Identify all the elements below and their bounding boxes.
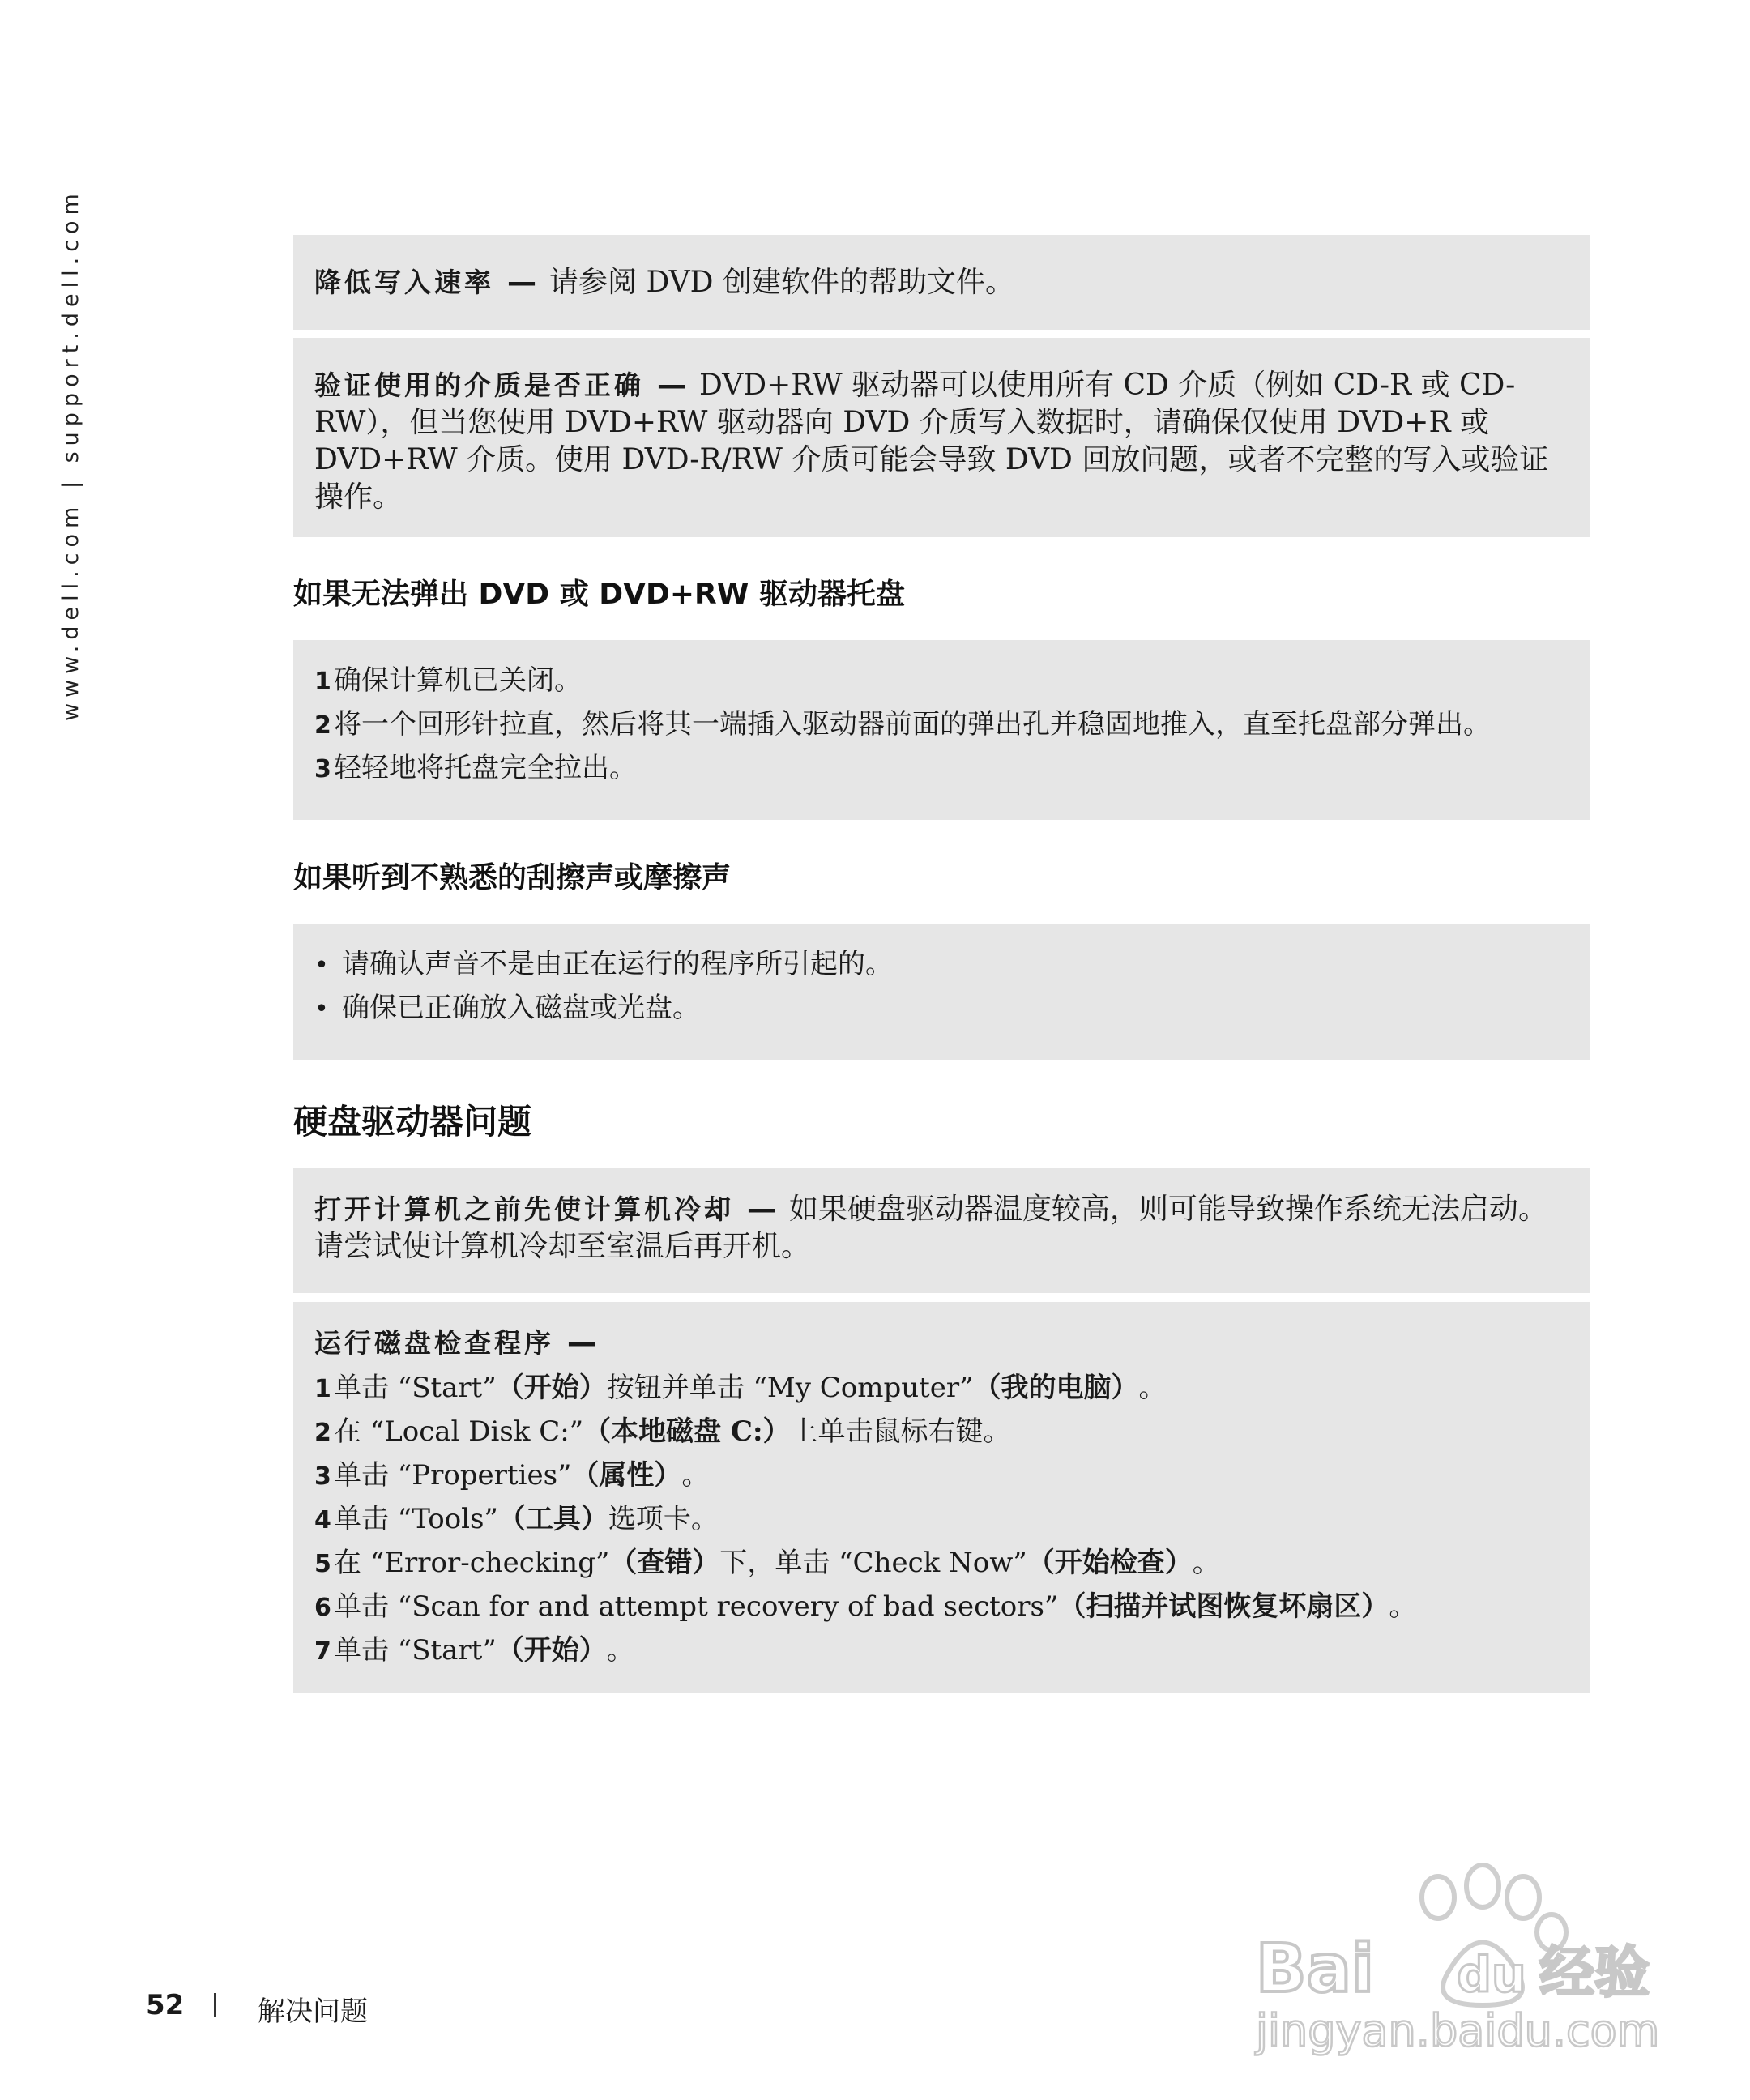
- watermark-url: jingyan.baidu.com: [1256, 2005, 1660, 2056]
- tip-text: DVD+RW 驱动器可以使用所有 CD 介质（例如 CD-R 或 CD-RW），但当您使用 DVD+RW 驱动器向 DVD 介质写入数据时，请确保仅使用 DVD+R 或 DVD+RW 介质。使用 DVD-R/RW 介质可能会导致 DVD 回放问题，或者不完整的写入或验证操作。: [314, 369, 1549, 514]
- step-text: 上单击鼠标右键。: [790, 1415, 1011, 1448]
- tip-box-write-speed: [293, 235, 1590, 330]
- step-text: 按钮并单击 “My Computer”: [606, 1372, 974, 1404]
- step-text: 。: [1138, 1372, 1167, 1404]
- eject-steps-list: [314, 659, 1569, 791]
- step-ui-term: （本地磁盘 C:）: [583, 1415, 791, 1448]
- watermark-brand-paw: du: [1457, 1947, 1526, 2004]
- tip-box-check-disk: [293, 1302, 1590, 1693]
- bullet-icon: •: [314, 995, 329, 1023]
- tip-paragraph: [314, 1325, 1569, 1362]
- footer-section-title: 解决问题: [258, 1995, 368, 2028]
- heading-hard-drive: 硬盘驱动器问题: [293, 1102, 532, 1142]
- tip-dash: —: [567, 1326, 596, 1359]
- step-ui-term: （开始）: [496, 1634, 607, 1667]
- step-ui-term: （我的电脑）: [973, 1372, 1139, 1404]
- bullet-text: 请确认声音不是由正在运行的程序所引起的。: [342, 948, 893, 980]
- tip-lead: 验证使用的介质是否正确: [314, 369, 644, 401]
- step-text: 下，单击 “Check Now”: [719, 1547, 1027, 1579]
- list-item: [314, 1629, 1569, 1673]
- step-number: 3: [314, 755, 331, 783]
- steps-box-eject-tray: [293, 640, 1590, 820]
- tip-paragraph: [314, 264, 1569, 301]
- step-ui-term: （开始检查）: [1027, 1547, 1193, 1579]
- watermark-brand-cn: 经验: [1539, 1941, 1650, 2005]
- step-number: 4: [314, 1506, 331, 1534]
- step-ui-term: （扫描并试图恢复坏扇区）: [1058, 1590, 1389, 1623]
- step-ui-term: （属性）: [571, 1459, 682, 1492]
- tip-box-cool-down: [293, 1168, 1590, 1293]
- step-ui-term: （查错）: [609, 1547, 720, 1579]
- list-item: [314, 703, 1569, 747]
- step-number: 2: [314, 711, 331, 740]
- heading-noise: 如果听到不熟悉的刮擦声或摩擦声: [293, 861, 732, 894]
- step-text: 选项卡。: [608, 1503, 719, 1535]
- step-number: 5: [314, 1550, 331, 1578]
- watermark-brand: Bai: [1256, 1931, 1374, 2008]
- check-disk-steps: [314, 1367, 1569, 1673]
- tip-lead: 打开计算机之前先使计算机冷却: [314, 1193, 734, 1225]
- noise-bullet-list: [314, 943, 1569, 1031]
- step-ui-term: （工具）: [497, 1503, 608, 1535]
- tip-box-media: [293, 338, 1590, 537]
- bullet-text: 确保已正确放入磁盘或光盘。: [342, 992, 700, 1024]
- list-item: [314, 747, 1569, 791]
- step-text: 单击 “Tools”: [334, 1503, 498, 1535]
- tip-text: 请参阅 DVD 创建软件的帮助文件。: [549, 266, 1014, 299]
- list-item: [314, 1586, 1569, 1629]
- step-number: 1: [314, 668, 331, 696]
- step-ui-term: （开始）: [496, 1372, 607, 1404]
- step-text: 在 “Error-checking”: [334, 1547, 610, 1579]
- tip-lead: 降低写入速率: [314, 267, 494, 298]
- list-item: [314, 987, 1569, 1031]
- footer-divider: [214, 1993, 216, 2017]
- tip-text: 如果硬盘驱动器温度较高，则可能导致操作系统无法启动。请尝试使计算机冷却至室温后再开机。: [314, 1193, 1548, 1263]
- step-number: 7: [314, 1637, 331, 1666]
- step-text: 单击 “Properties”: [334, 1459, 572, 1492]
- tip-dash: —: [657, 369, 686, 402]
- list-item: [314, 1542, 1569, 1586]
- step-text: 单击 “Start”: [334, 1372, 497, 1404]
- bullets-box-noise: [293, 924, 1590, 1060]
- step-text: 。: [606, 1634, 634, 1667]
- step-text: 单击 “Start”: [334, 1634, 497, 1667]
- bullet-icon: •: [314, 951, 329, 980]
- side-url: www.dell.com | support.dell.com: [58, 188, 83, 721]
- step-number: 6: [314, 1594, 331, 1622]
- list-item: [314, 1498, 1569, 1542]
- step-text: 。: [681, 1459, 710, 1492]
- step-number: 2: [314, 1419, 331, 1447]
- list-item: [314, 659, 1569, 703]
- heading-eject-tray: 如果无法弹出 DVD 或 DVD+RW 驱动器托盘: [293, 578, 905, 611]
- list-item: [314, 943, 1569, 987]
- tip-dash: —: [747, 1193, 776, 1226]
- tip-paragraph: [314, 1191, 1569, 1266]
- step-number: 3: [314, 1462, 331, 1491]
- step-text: 轻轻地将托盘完全拉出。: [334, 752, 637, 784]
- tip-dash: —: [507, 266, 536, 299]
- list-item: [314, 1454, 1569, 1498]
- step-text: 在 “Local Disk C:”: [334, 1415, 584, 1448]
- step-text: 确保计算机已关闭。: [334, 664, 582, 697]
- step-text: 将一个回形针拉直，然后将其一端插入驱动器前面的弹出孔并稳固地推入，直至托盘部分弹出。: [334, 708, 1491, 741]
- tip-lead: 运行磁盘检查程序: [314, 1327, 554, 1359]
- list-item: [314, 1411, 1569, 1454]
- step-number: 1: [314, 1375, 331, 1403]
- step-text: 单击 “Scan for and attempt recovery of bad sectors”: [334, 1590, 1059, 1623]
- list-item: [314, 1367, 1569, 1411]
- tip-paragraph: [314, 367, 1569, 516]
- page-number: 52: [146, 1989, 185, 2021]
- step-text: 。: [1389, 1590, 1417, 1623]
- step-text: 。: [1192, 1547, 1220, 1579]
- baidu-jingyan-watermark: [1248, 1847, 1669, 2074]
